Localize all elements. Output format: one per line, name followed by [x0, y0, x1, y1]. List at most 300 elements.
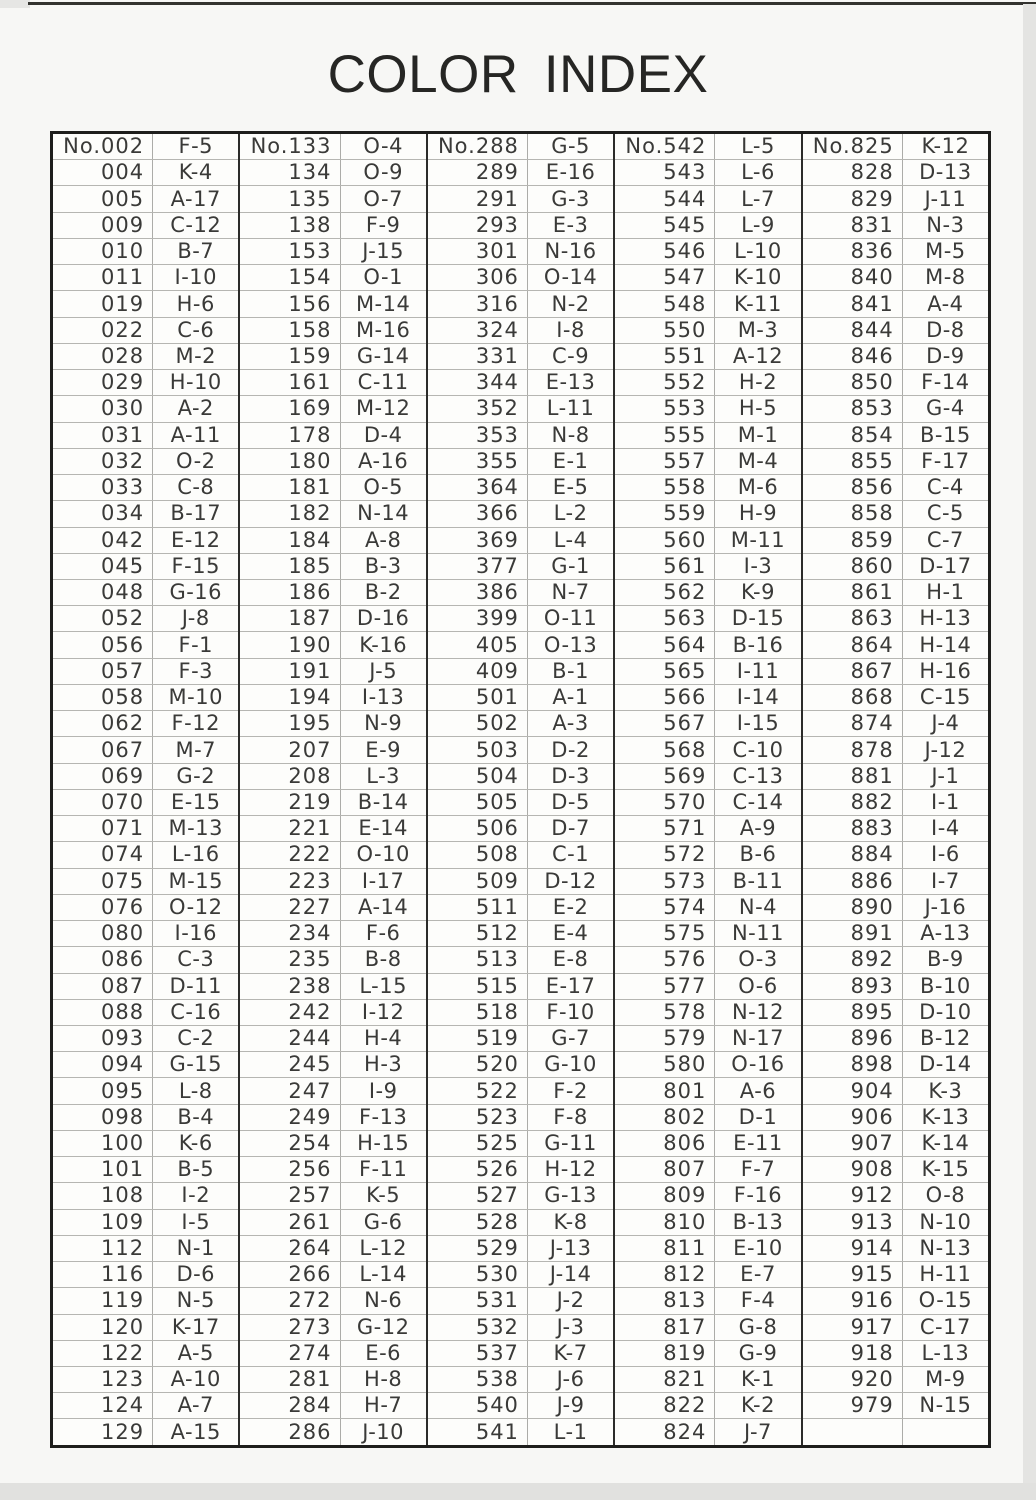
color-number-cell: 578	[615, 1000, 715, 1025]
color-number-cell: 515	[428, 974, 528, 999]
color-code-cell: F-8	[553, 1104, 588, 1129]
color-number-cell: 094	[53, 1052, 153, 1077]
color-number-cell: 048	[53, 580, 153, 605]
color-number-cell: 369	[428, 528, 528, 553]
table-row	[428, 448, 613, 474]
color-code-cell: H-6	[176, 291, 215, 316]
table-row	[53, 1235, 238, 1261]
color-number-cell: 100	[53, 1131, 153, 1156]
color-code-cell: G-10	[544, 1052, 597, 1077]
color-number-cell: 884	[803, 842, 903, 867]
color-number-cell: 222	[240, 842, 340, 867]
table-row	[53, 710, 238, 736]
table-row	[803, 1340, 988, 1366]
table-row	[53, 185, 238, 211]
color-number-cell: 101	[53, 1157, 153, 1182]
color-code-cell: C-8	[177, 475, 215, 500]
color-number-cell: 331	[428, 344, 528, 369]
color-number-cell: 813	[615, 1288, 715, 1313]
color-code-cell: B-15	[920, 422, 971, 447]
color-number-cell: 807	[615, 1157, 715, 1182]
color-number-cell: 520	[428, 1052, 528, 1077]
table-row	[53, 343, 238, 369]
color-code-cell: F-7	[740, 1157, 776, 1182]
color-number-cell: 062	[53, 711, 153, 736]
table-row	[53, 1261, 238, 1287]
color-code-cell: K-17	[171, 1314, 220, 1339]
color-code-cell: J-8	[181, 606, 210, 631]
color-number-cell: 355	[428, 449, 528, 474]
color-code-cell: C-16	[170, 999, 222, 1024]
table-row	[428, 1209, 613, 1235]
color-code-cell: E-5	[552, 475, 589, 500]
color-number-cell: 574	[615, 895, 715, 920]
table-row	[240, 395, 425, 421]
color-number-cell: 540	[428, 1393, 528, 1418]
color-code-cell: F-6	[365, 921, 401, 946]
color-code-cell: H-11	[919, 1262, 972, 1287]
color-code-cell: E-3	[552, 212, 589, 237]
table-row	[240, 553, 425, 579]
color-number-cell: No.288	[428, 134, 528, 159]
color-code-cell: N-9	[364, 711, 403, 736]
color-number-cell: 914	[803, 1236, 903, 1261]
table-row	[428, 841, 613, 867]
color-code-cell: D-11	[169, 973, 222, 998]
color-code-cell: D-3	[551, 763, 590, 788]
table-row	[53, 763, 238, 789]
color-code-cell: C-15	[919, 685, 971, 710]
color-code-cell: M-2	[175, 343, 217, 368]
table-row	[615, 1051, 800, 1077]
color-number-cell: 525	[428, 1131, 528, 1156]
scan-edge-bottom	[0, 1483, 1036, 1500]
color-number-cell: 129	[53, 1419, 153, 1444]
color-number-cell: 264	[240, 1236, 340, 1261]
color-number-cell: 892	[803, 947, 903, 972]
table-row	[803, 1261, 988, 1287]
table-row	[428, 185, 613, 211]
color-code-cell: D-1	[738, 1104, 778, 1129]
color-code-cell: I-1	[931, 789, 960, 814]
color-code-cell: M-12	[355, 396, 411, 421]
color-code-cell: H-9	[738, 501, 778, 526]
table-row	[615, 264, 800, 290]
color-number-cell: 306	[428, 265, 528, 290]
color-number-cell: 070	[53, 790, 153, 815]
color-code-cell: M-8	[925, 265, 966, 290]
color-code-cell: D-15	[731, 606, 785, 631]
color-code-cell: H-10	[169, 370, 222, 395]
table-row	[240, 1209, 425, 1235]
table-row	[428, 1314, 613, 1340]
color-code-cell: I-4	[931, 816, 960, 841]
table-row	[53, 317, 238, 343]
color-code-cell: K-15	[921, 1157, 970, 1182]
table-row	[615, 134, 800, 159]
table-row	[803, 999, 988, 1025]
color-code-cell: E-6	[365, 1340, 402, 1365]
table-row	[803, 868, 988, 894]
color-code-cell: B-8	[364, 947, 402, 972]
color-number-cell: 824	[615, 1419, 715, 1444]
color-number-cell: 293	[428, 213, 528, 238]
table-row	[53, 1314, 238, 1340]
color-number-cell: 828	[803, 160, 903, 185]
color-code-cell: E-13	[545, 370, 596, 395]
table-row	[53, 1025, 238, 1051]
table-row	[428, 763, 613, 789]
table-row	[240, 1182, 425, 1208]
color-code-cell: E-7	[740, 1262, 776, 1287]
color-code-cell: G-6	[363, 1209, 403, 1234]
table-row	[428, 789, 613, 815]
color-number-cell: 010	[53, 239, 153, 264]
color-number-cell: 551	[615, 344, 715, 369]
table-row	[240, 369, 425, 395]
color-code-cell: O-9	[363, 160, 403, 185]
color-code-cell: H-5	[738, 396, 778, 421]
color-code-cell: I-12	[361, 999, 405, 1024]
color-number-cell: 274	[240, 1341, 340, 1366]
table-row	[615, 500, 800, 526]
color-code-cell: G-7	[551, 1026, 590, 1051]
table-row	[53, 1156, 238, 1182]
color-number-cell	[803, 1419, 903, 1444]
color-code-cell: O-16	[731, 1052, 785, 1077]
table-row	[53, 631, 238, 657]
color-number-cell: 134	[240, 160, 340, 185]
color-code-cell: A-4	[927, 291, 964, 316]
table-row	[240, 631, 425, 657]
table-row	[53, 1104, 238, 1130]
table-row	[428, 1287, 613, 1313]
table-row	[240, 1025, 425, 1051]
table-row	[615, 1392, 800, 1418]
table-row	[428, 684, 613, 710]
color-code-cell: C-4	[926, 475, 964, 500]
color-number-cell: 543	[615, 160, 715, 185]
color-number-cell: 207	[240, 737, 340, 762]
color-number-cell: 882	[803, 790, 903, 815]
color-code-cell: O-15	[918, 1288, 973, 1313]
color-number-cell: 917	[803, 1315, 903, 1340]
table-row	[615, 395, 800, 421]
color-number-cell: 512	[428, 921, 528, 946]
color-number-cell: 844	[803, 318, 903, 343]
table-row	[428, 212, 613, 238]
color-code-cell: D-6	[176, 1262, 216, 1287]
table-row	[240, 710, 425, 736]
color-code-cell: K-11	[734, 291, 782, 316]
color-code-cell: O-4	[363, 134, 403, 159]
color-code-cell: F-2	[553, 1078, 588, 1103]
table-row	[53, 159, 238, 185]
color-number-cell: 088	[53, 1000, 153, 1025]
color-code-cell: D-2	[551, 737, 590, 762]
color-number-cell: 186	[240, 580, 340, 605]
color-number-cell: 120	[53, 1315, 153, 1340]
color-code-cell: K-4	[178, 160, 213, 185]
color-code-cell: C-17	[919, 1314, 971, 1339]
color-number-cell: 863	[803, 606, 903, 631]
color-code-cell: K-16	[359, 632, 408, 657]
color-code-cell: L-10	[734, 239, 782, 264]
color-number-cell: 080	[53, 921, 153, 946]
color-number-cell: 244	[240, 1026, 340, 1051]
color-code-cell: A-5	[177, 1340, 214, 1365]
color-code-cell: K-9	[740, 580, 775, 605]
table-row	[53, 448, 238, 474]
color-number-cell: 249	[240, 1105, 340, 1130]
table-row	[803, 973, 988, 999]
color-number-cell: 191	[240, 659, 340, 684]
table-row	[615, 920, 800, 946]
table-row	[615, 684, 800, 710]
table-row	[803, 710, 988, 736]
table-row	[803, 1366, 988, 1392]
color-number-cell: 868	[803, 685, 903, 710]
color-number-cell: 560	[615, 528, 715, 553]
color-code-cell: K-12	[921, 134, 970, 159]
color-number-cell: 087	[53, 974, 153, 999]
color-number-cell: 324	[428, 318, 528, 343]
color-number-cell: 575	[615, 921, 715, 946]
color-number-cell: 564	[615, 632, 715, 657]
table-row	[803, 946, 988, 972]
color-number-cell: 918	[803, 1341, 903, 1366]
table-row	[803, 1130, 988, 1156]
color-number-cell: 032	[53, 449, 153, 474]
color-number-cell: 906	[803, 1105, 903, 1130]
color-code-cell: H-4	[364, 1026, 403, 1051]
table-row	[428, 868, 613, 894]
color-code-cell: L-15	[359, 973, 407, 998]
color-code-cell: L-5	[741, 134, 775, 159]
table-row	[428, 527, 613, 553]
color-code-cell: H-3	[364, 1052, 403, 1077]
table-row	[240, 159, 425, 185]
color-number-cell: 123	[53, 1367, 153, 1392]
color-code-cell: F-14	[921, 370, 970, 395]
color-number-cell: 891	[803, 921, 903, 946]
color-code-cell: D-9	[926, 343, 965, 368]
color-number-cell: 571	[615, 816, 715, 841]
table-row	[803, 684, 988, 710]
table-row	[240, 1156, 425, 1182]
color-code-cell: F-15	[171, 553, 220, 578]
table-row	[53, 1287, 238, 1313]
color-code-cell: M-15	[168, 868, 223, 893]
color-code-cell: N-11	[731, 921, 784, 946]
color-number-cell: 840	[803, 265, 903, 290]
color-code-cell: B-5	[177, 1157, 215, 1182]
color-number-cell: 508	[428, 842, 528, 867]
color-number-cell: 544	[615, 186, 715, 211]
color-number-cell: 822	[615, 1393, 715, 1418]
color-number-cell: 819	[615, 1341, 715, 1366]
color-number-cell: 284	[240, 1393, 340, 1418]
color-code-cell: J-3	[556, 1314, 585, 1339]
table-row	[428, 920, 613, 946]
table-row	[803, 1235, 988, 1261]
color-code-cell: J-7	[744, 1419, 772, 1444]
table-row	[240, 736, 425, 762]
color-code-cell: I-15	[736, 711, 780, 736]
color-number-cell: 553	[615, 396, 715, 421]
color-number-cell: 831	[803, 213, 903, 238]
color-code-cell: M-9	[925, 1367, 966, 1392]
color-code-cell: C-14	[732, 789, 784, 814]
table-row	[803, 1392, 988, 1418]
color-code-cell: J-13	[549, 1235, 592, 1260]
table-row	[803, 894, 988, 920]
table-row	[53, 1051, 238, 1077]
table-row	[615, 1287, 800, 1313]
color-number-cell: 004	[53, 160, 153, 185]
table-row	[240, 448, 425, 474]
table-row	[240, 1104, 425, 1130]
color-number-cell: 904	[803, 1078, 903, 1103]
color-number-cell: 029	[53, 370, 153, 395]
color-number-cell: 058	[53, 685, 153, 710]
color-number-cell: 548	[615, 291, 715, 316]
table-row	[53, 999, 238, 1025]
color-code-cell: K-1	[740, 1367, 775, 1392]
color-code-cell: B-7	[177, 239, 215, 264]
table-row	[428, 973, 613, 999]
color-number-cell: 169	[240, 396, 340, 421]
color-code-cell: G-5	[551, 134, 590, 159]
color-code-cell: G-12	[356, 1314, 410, 1339]
color-code-cell: G-1	[551, 553, 590, 578]
color-code-cell: E-2	[552, 894, 589, 919]
table-row	[428, 369, 613, 395]
table-row	[53, 658, 238, 684]
color-number-cell: 257	[240, 1183, 340, 1208]
color-code-cell: A-16	[358, 448, 409, 473]
table-row	[615, 238, 800, 264]
color-number-cell: 537	[428, 1341, 528, 1366]
color-code-cell: K-3	[928, 1078, 963, 1103]
color-number-cell: 558	[615, 475, 715, 500]
color-number-cell: 883	[803, 816, 903, 841]
color-code-cell: J-1	[931, 763, 960, 788]
color-number-cell: 526	[428, 1157, 528, 1182]
color-number-cell: 266	[240, 1262, 340, 1287]
color-code-cell: N-8	[551, 422, 590, 447]
color-code-cell: J-12	[924, 737, 967, 762]
color-code-cell: F-4	[740, 1288, 776, 1313]
table-row	[615, 579, 800, 605]
table-row	[428, 422, 613, 448]
table-row	[803, 343, 988, 369]
color-code-cell: N-14	[357, 501, 410, 526]
scan-edge-right	[1023, 4, 1036, 1500]
color-code-cell: B-11	[732, 868, 784, 893]
color-number-cell: 532	[428, 1315, 528, 1340]
color-number-cell: 531	[428, 1288, 528, 1313]
color-number-cell: No.825	[803, 134, 903, 159]
table-row	[53, 605, 238, 631]
color-number-cell: 573	[615, 869, 715, 894]
color-number-cell: 208	[240, 764, 340, 789]
table-row	[803, 1104, 988, 1130]
color-number-cell: 028	[53, 344, 153, 369]
color-number-cell: No.542	[615, 134, 715, 159]
table-row	[53, 579, 238, 605]
table-row	[615, 343, 800, 369]
color-number-cell: 242	[240, 1000, 340, 1025]
color-number-cell: 108	[53, 1183, 153, 1208]
color-number-cell: 523	[428, 1105, 528, 1130]
color-code-cell: G-16	[169, 580, 223, 605]
table-row	[803, 1182, 988, 1208]
color-code-cell: G-4	[926, 396, 965, 421]
table-row	[615, 448, 800, 474]
color-number-cell: 022	[53, 318, 153, 343]
color-number-cell: 913	[803, 1210, 903, 1235]
color-code-cell: K-7	[553, 1340, 588, 1365]
color-number-cell: 057	[53, 659, 153, 684]
table-row	[240, 1392, 425, 1418]
table-row	[803, 658, 988, 684]
color-code-cell: A-14	[358, 894, 409, 919]
color-number-cell: 817	[615, 1315, 715, 1340]
table-row	[240, 185, 425, 211]
table-row	[240, 763, 425, 789]
color-number-cell: 234	[240, 921, 340, 946]
color-number-cell: 366	[428, 501, 528, 526]
color-number-cell: 056	[53, 632, 153, 657]
color-code-cell: B-16	[732, 632, 784, 657]
color-number-cell: 801	[615, 1078, 715, 1103]
color-code-cell: E-17	[545, 973, 596, 998]
table-row	[615, 422, 800, 448]
table-row	[615, 999, 800, 1025]
table-row	[53, 395, 238, 421]
color-number-cell: 377	[428, 554, 528, 579]
color-code-cell: F-1	[178, 632, 214, 657]
color-number-cell: 561	[615, 554, 715, 579]
color-code-cell: H-7	[364, 1393, 403, 1418]
table-row	[240, 1130, 425, 1156]
table-row	[53, 1340, 238, 1366]
color-code-cell: A-10	[170, 1367, 221, 1392]
color-number-cell: 273	[240, 1315, 340, 1340]
color-number-cell: 235	[240, 947, 340, 972]
table-column-group-3	[426, 134, 613, 1445]
color-code-cell: F-16	[733, 1183, 783, 1208]
color-code-cell: L-12	[359, 1235, 407, 1260]
color-number-cell: 907	[803, 1131, 903, 1156]
color-code-cell: O-1	[363, 265, 403, 290]
color-number-cell: 045	[53, 554, 153, 579]
color-number-cell: 286	[240, 1419, 340, 1444]
table-row	[803, 1418, 988, 1444]
color-code-cell: K-2	[740, 1393, 775, 1418]
table-row	[53, 1392, 238, 1418]
table-row	[240, 658, 425, 684]
table-row	[53, 1366, 238, 1392]
color-number-cell: 409	[428, 659, 528, 684]
table-row	[803, 1077, 988, 1103]
table-row	[240, 1287, 425, 1313]
table-row	[53, 868, 238, 894]
color-code-cell: N-13	[919, 1235, 972, 1260]
table-row	[615, 631, 800, 657]
table-row	[53, 815, 238, 841]
